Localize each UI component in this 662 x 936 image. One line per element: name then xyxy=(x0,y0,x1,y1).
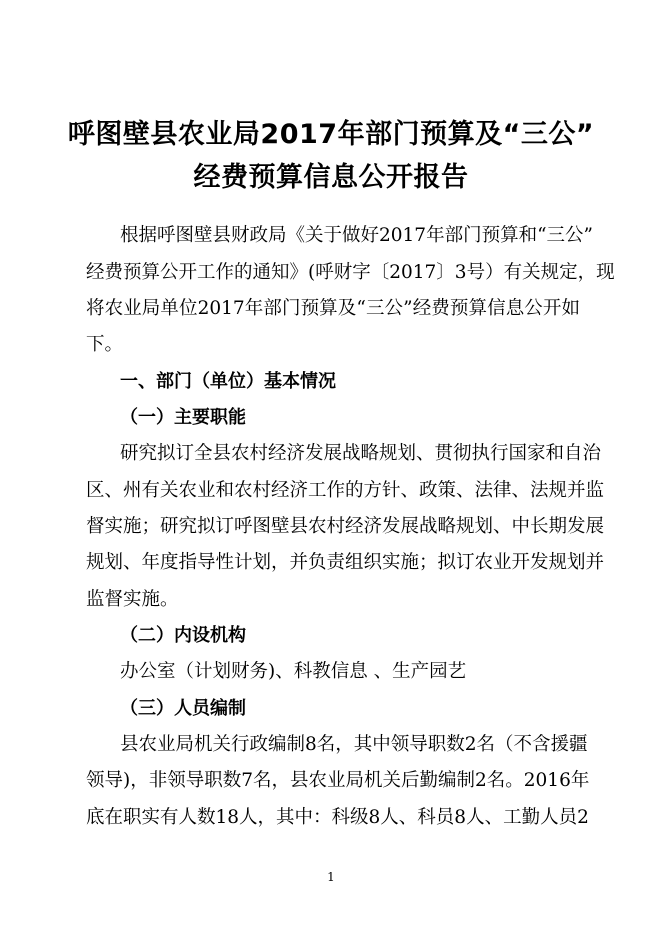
intro-line-3: 将农业局单位2017年部门预算及“三公”经费预算信息公开如 xyxy=(86,298,580,319)
duties-line-2: 区、州有关农业和农村经济工作的方针、政策、法律、法规并监 xyxy=(86,480,605,501)
page-number: 1 xyxy=(327,870,335,884)
duties-line-5: 监督实施。 xyxy=(86,589,179,610)
duties-line-4: 规划、年度指导性计划，并负责组织实施；拟订农业开发规划并 xyxy=(86,552,605,573)
subsection-3-heading: （三）人员编制 xyxy=(120,698,246,719)
document-title-line-1: 呼图壁县农业局2017年部门预算及“三公” xyxy=(67,119,595,150)
duties-line-1: 研究拟订全县农村经济发展战略规划、贯彻执行国家和自治 xyxy=(120,443,602,464)
staffing-line-2: 领导)，非领导职数7名，县农业局机关后勤编制2名。2016年 xyxy=(86,770,590,791)
intro-line-4: 下。 xyxy=(86,334,124,355)
subsection-1-heading: （一）主要职能 xyxy=(120,407,246,428)
staffing-line-1: 县农业局机关行政编制8名，其中领导职数2名（不含援疆 xyxy=(120,734,588,755)
document-title-line-2: 经费预算信息公开报告 xyxy=(193,162,469,193)
intro-line-1: 根据呼图壁县财政局《关于做好2017年部门预算和“三公” xyxy=(120,225,593,246)
section-1-heading: 一、部门（单位）基本情况 xyxy=(120,371,336,392)
departments-line: 办公室（计划财务)、科教信息 、生产园艺 xyxy=(120,661,467,682)
intro-line-2: 经费预算公开工作的通知》(呼财字〔2017〕3号）有关规定，现 xyxy=(86,262,615,283)
duties-line-3: 督实施；研究拟订呼图壁县农村经济发展战略规划、中长期发展 xyxy=(86,516,605,537)
subsection-2-heading: （二）内设机构 xyxy=(120,625,246,646)
staffing-line-3: 底在职实有人数18人，其中：科级8人、科员8人、工勤人员2 xyxy=(86,807,589,828)
